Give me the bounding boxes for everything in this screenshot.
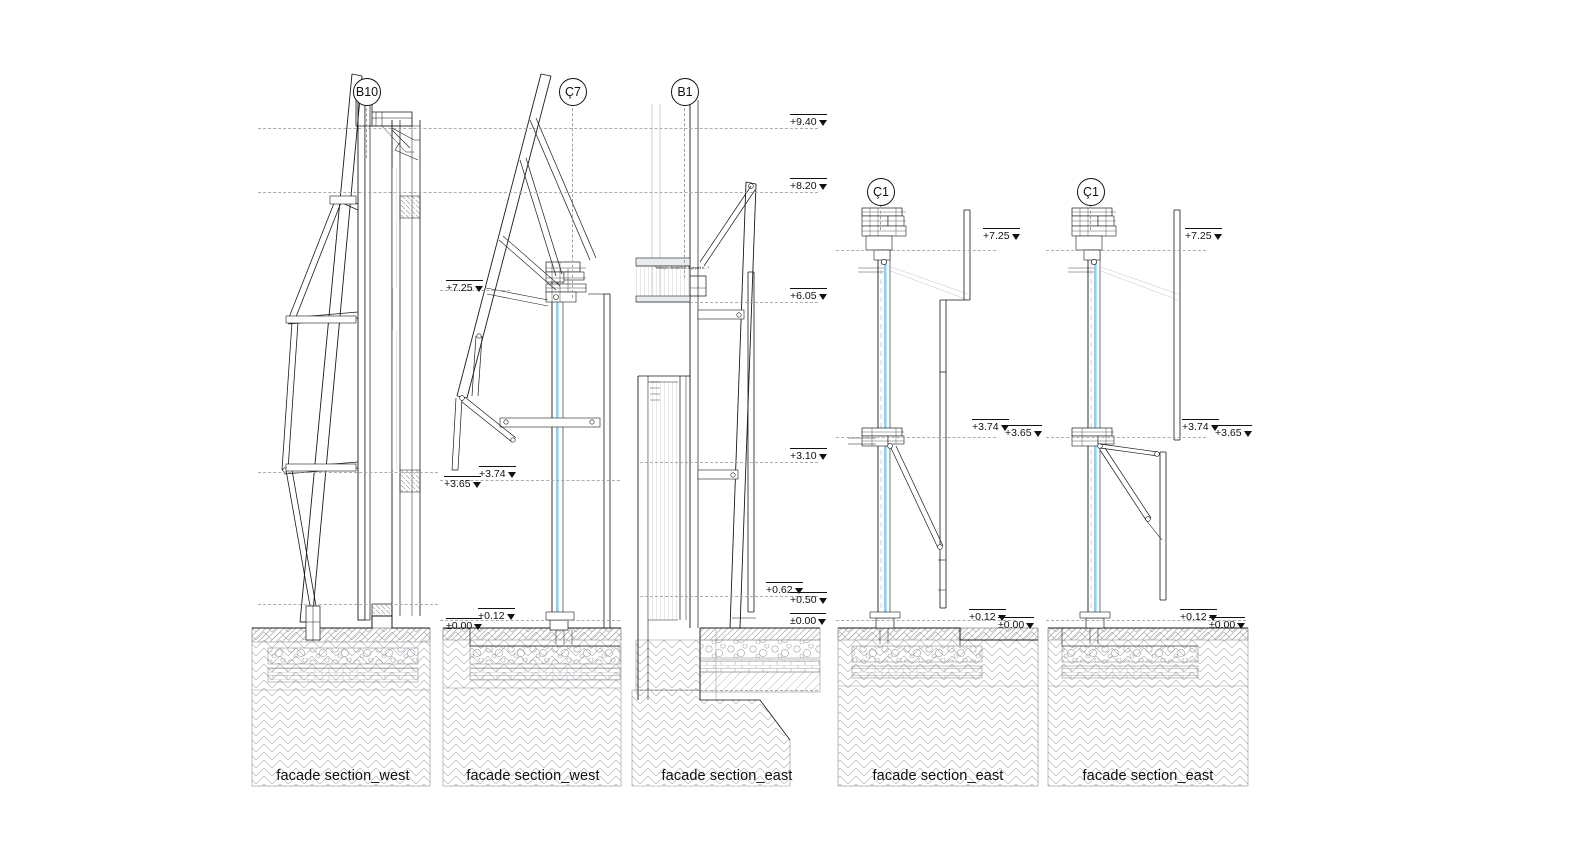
panel-5-caption: facade section_east — [1082, 768, 1214, 784]
grid-bubble-c1-a[interactable]: Ç1 — [867, 178, 895, 206]
grid-bubble-b10[interactable]: B10 — [353, 78, 381, 106]
level-marker-0-00-p5: ±0.00 — [1209, 617, 1245, 631]
grid-bubble-c1-b[interactable]: Ç1 — [1077, 178, 1105, 206]
level-marker-0-00-p3: ±0.00 — [790, 613, 826, 627]
level-marker-0-12-p4: +0.12 — [969, 609, 1006, 623]
level-marker-0-50: +0.50 — [790, 592, 827, 606]
level-marker-0-12-p2: +0.12 — [478, 608, 515, 622]
level-marker-3-65-p1: +3.65 — [444, 476, 481, 490]
level-marker-6-05: +6.05 — [790, 288, 827, 302]
panel-3-caption: facade section_east — [661, 768, 793, 784]
level-marker-9-40: +9.40 — [790, 114, 827, 128]
panel-4-caption: facade section_east — [872, 768, 1004, 784]
level-marker-0-12-p5: +0.12 — [1180, 609, 1217, 623]
panel-1-caption: facade section_west — [276, 768, 410, 784]
level-marker-0-00-p4: ±0.00 — [998, 617, 1034, 631]
level-marker-3-65-p5: +3.65 — [1215, 425, 1252, 439]
level-marker-3-10: +3.10 — [790, 448, 827, 462]
panel-2-caption: facade section_west — [466, 768, 600, 784]
level-marker-7-25-p4: +7.25 — [983, 228, 1020, 242]
level-marker-7-25-p2: +7.25 — [446, 280, 483, 294]
level-marker-0-00-p2: ±0.00 — [446, 618, 482, 632]
level-marker-3-65-p4: +3.65 — [1005, 425, 1042, 439]
level-marker-3-74-p1: +3.74 — [479, 466, 516, 480]
level-marker-0-62: +0.62 — [766, 582, 803, 596]
level-marker-8-20: +8.20 — [790, 178, 827, 192]
detail-note: Yerleşim derzleri\n2-3 geçerli b...? — [655, 266, 710, 270]
level-marker-3-74-p5: +3.74 — [1182, 419, 1219, 433]
level-marker-7-25-p5: +7.25 — [1185, 228, 1222, 242]
level-marker-3-74-p4: +3.74 — [972, 419, 1009, 433]
panel-2 — [443, 0, 623, 846]
grid-bubble-b1[interactable]: B1 — [671, 78, 699, 106]
grid-bubble-c7[interactable]: Ç7 — [559, 78, 587, 106]
panel-1 — [253, 0, 433, 846]
